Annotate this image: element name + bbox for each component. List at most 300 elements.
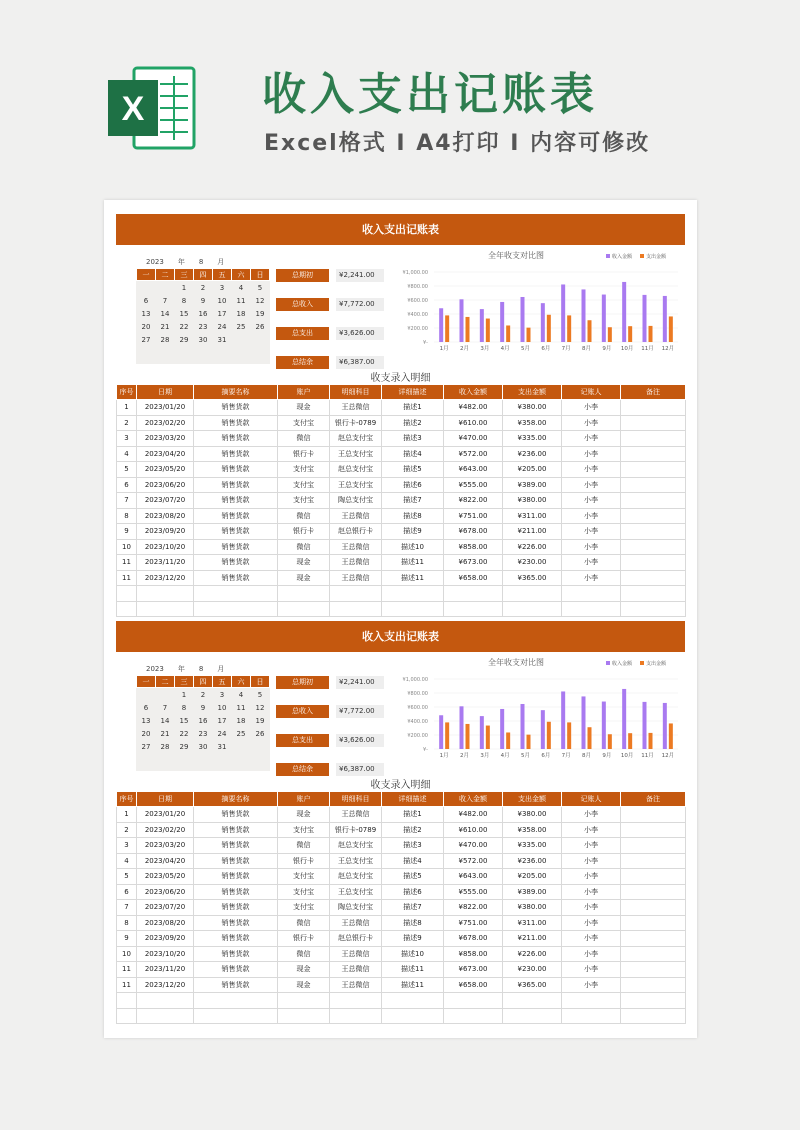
table-cell[interactable]: 小李 — [562, 822, 621, 838]
table-cell[interactable]: 描述3 — [382, 838, 444, 854]
table-cell[interactable] — [621, 853, 686, 869]
table-cell[interactable]: ¥205.00 — [503, 869, 562, 885]
table-cell[interactable] — [621, 570, 686, 586]
table-cell[interactable]: 描述9 — [382, 931, 444, 947]
calendar-day[interactable]: 11 — [236, 296, 246, 305]
calendar-day[interactable]: 13 — [141, 309, 151, 318]
table-cell[interactable]: 小李 — [562, 915, 621, 931]
table-cell[interactable]: 王总微信 — [330, 915, 382, 931]
table-cell[interactable]: 微信 — [278, 915, 330, 931]
table-cell[interactable]: 现金 — [278, 400, 330, 416]
table-cell[interactable]: 现金 — [278, 555, 330, 571]
table-cell[interactable]: 11 — [117, 977, 137, 993]
table-cell[interactable] — [194, 601, 278, 617]
table-cell[interactable]: ¥380.00 — [503, 493, 562, 509]
table-cell[interactable]: 销售货款 — [194, 915, 278, 931]
calendar-day[interactable]: 30 — [198, 742, 208, 751]
table-cell[interactable]: 2023/11/20 — [137, 555, 194, 571]
calendar-day[interactable]: 14 — [160, 309, 170, 318]
table-cell[interactable]: 描述11 — [382, 977, 444, 993]
table-cell[interactable]: 3 — [117, 838, 137, 854]
table-cell[interactable] — [117, 1008, 137, 1024]
table-cell[interactable]: ¥236.00 — [503, 853, 562, 869]
table-cell[interactable]: 描述10 — [382, 539, 444, 555]
table-cell[interactable] — [621, 915, 686, 931]
table-cell[interactable]: ¥358.00 — [503, 415, 562, 431]
calendar-day[interactable]: 12 — [255, 703, 265, 712]
table-cell[interactable]: 2023/06/20 — [137, 884, 194, 900]
table-cell[interactable]: ¥380.00 — [503, 807, 562, 823]
calendar-day[interactable]: 31 — [217, 742, 227, 751]
table-cell[interactable]: 小李 — [562, 962, 621, 978]
calendar-day[interactable] — [232, 740, 251, 753]
calendar-day[interactable]: 17 — [217, 716, 227, 725]
calendar-day[interactable]: 28 — [160, 742, 170, 751]
table-cell[interactable]: 2023/03/20 — [137, 838, 194, 854]
table-cell[interactable]: 5 — [117, 869, 137, 885]
table-cell[interactable] — [444, 1008, 503, 1024]
table-cell[interactable]: 销售货款 — [194, 477, 278, 493]
table-cell[interactable]: 小李 — [562, 900, 621, 916]
table-cell[interactable]: ¥230.00 — [503, 555, 562, 571]
calendar-day[interactable]: 28 — [160, 335, 170, 344]
table-cell[interactable]: 赵总支付宝 — [330, 838, 382, 854]
table-cell[interactable] — [621, 524, 686, 540]
table-cell[interactable]: 支付宝 — [278, 477, 330, 493]
table-cell[interactable]: 王总微信 — [330, 508, 382, 524]
calendar-day[interactable]: 12 — [255, 296, 265, 305]
table-cell[interactable]: ¥211.00 — [503, 524, 562, 540]
table-cell[interactable]: 小李 — [562, 508, 621, 524]
table-cell[interactable] — [621, 462, 686, 478]
calendar-day[interactable]: 23 — [198, 729, 208, 738]
table-cell[interactable] — [503, 1008, 562, 1024]
table-cell[interactable] — [621, 400, 686, 416]
table-cell[interactable]: 小李 — [562, 838, 621, 854]
table-cell[interactable] — [621, 884, 686, 900]
table-cell[interactable]: ¥822.00 — [444, 900, 503, 916]
table-cell[interactable]: 支付宝 — [278, 822, 330, 838]
table-cell[interactable]: 描述5 — [382, 462, 444, 478]
table-cell[interactable] — [278, 1008, 330, 1024]
table-cell[interactable]: ¥822.00 — [444, 493, 503, 509]
table-cell[interactable]: 小李 — [562, 946, 621, 962]
table-cell[interactable]: 王总支付宝 — [330, 477, 382, 493]
table-cell[interactable]: ¥211.00 — [503, 931, 562, 947]
table-cell[interactable]: ¥226.00 — [503, 946, 562, 962]
table-cell[interactable]: ¥482.00 — [444, 807, 503, 823]
table-cell[interactable]: ¥751.00 — [444, 915, 503, 931]
table-cell[interactable]: 描述2 — [382, 415, 444, 431]
table-cell[interactable]: 2023/05/20 — [137, 462, 194, 478]
table-cell[interactable]: ¥751.00 — [444, 508, 503, 524]
table-cell[interactable]: 11 — [117, 555, 137, 571]
calendar-day[interactable]: 20 — [141, 729, 151, 738]
calendar-day[interactable]: 18 — [236, 309, 246, 318]
table-cell[interactable]: 6 — [117, 884, 137, 900]
table-cell[interactable]: 2023/12/20 — [137, 977, 194, 993]
table-cell[interactable]: 描述8 — [382, 508, 444, 524]
table-cell[interactable]: ¥380.00 — [503, 400, 562, 416]
table-cell[interactable] — [117, 586, 137, 602]
table-cell[interactable]: 销售货款 — [194, 539, 278, 555]
table-cell[interactable] — [621, 601, 686, 617]
table-cell[interactable]: 小李 — [562, 977, 621, 993]
table-cell[interactable]: 王总微信 — [330, 555, 382, 571]
table-cell[interactable] — [621, 555, 686, 571]
calendar-day[interactable]: 1 — [181, 283, 187, 292]
calendar-day[interactable] — [156, 688, 175, 702]
calendar-day[interactable]: 7 — [162, 296, 168, 305]
table-cell[interactable]: 销售货款 — [194, 431, 278, 447]
table-cell[interactable] — [562, 586, 621, 602]
calendar-day[interactable]: 5 — [257, 690, 263, 699]
table-cell[interactable]: ¥311.00 — [503, 915, 562, 931]
table-cell[interactable]: 小李 — [562, 431, 621, 447]
table-cell[interactable]: 销售货款 — [194, 931, 278, 947]
table-cell[interactable]: 现金 — [278, 807, 330, 823]
table-cell[interactable]: 赵总银行卡 — [330, 931, 382, 947]
table-cell[interactable] — [278, 586, 330, 602]
table-cell[interactable]: 王总微信 — [330, 807, 382, 823]
table-cell[interactable]: 2023/01/20 — [137, 400, 194, 416]
calendar-day[interactable]: 8 — [181, 703, 187, 712]
table-cell[interactable] — [621, 1008, 686, 1024]
table-cell[interactable]: 2023/07/20 — [137, 900, 194, 916]
calendar-day[interactable]: 8 — [181, 296, 187, 305]
table-cell[interactable]: 王总支付宝 — [330, 884, 382, 900]
table-cell[interactable]: 2 — [117, 822, 137, 838]
table-cell[interactable]: 销售货款 — [194, 570, 278, 586]
table-cell[interactable]: 2023/07/20 — [137, 493, 194, 509]
table-cell[interactable]: 描述4 — [382, 853, 444, 869]
table-cell[interactable]: ¥858.00 — [444, 539, 503, 555]
table-cell[interactable]: ¥572.00 — [444, 853, 503, 869]
table-cell[interactable] — [503, 993, 562, 1009]
table-cell[interactable]: 描述7 — [382, 493, 444, 509]
table-cell[interactable]: ¥335.00 — [503, 431, 562, 447]
table-cell[interactable] — [382, 993, 444, 1009]
table-cell[interactable]: 描述11 — [382, 555, 444, 571]
table-cell[interactable] — [117, 993, 137, 1009]
table-cell[interactable] — [621, 993, 686, 1009]
table-cell[interactable]: ¥555.00 — [444, 884, 503, 900]
calendar-day[interactable]: 19 — [255, 716, 265, 725]
table-cell[interactable]: 销售货款 — [194, 962, 278, 978]
table-cell[interactable]: 支付宝 — [278, 900, 330, 916]
table-cell[interactable]: 2023/11/20 — [137, 962, 194, 978]
table-cell[interactable] — [330, 601, 382, 617]
table-cell[interactable]: 2023/08/20 — [137, 508, 194, 524]
table-cell[interactable]: 2023/03/20 — [137, 431, 194, 447]
table-cell[interactable]: 王总支付宝 — [330, 853, 382, 869]
table-cell[interactable]: 销售货款 — [194, 869, 278, 885]
calendar-day[interactable]: 18 — [236, 716, 246, 725]
table-cell[interactable]: 小李 — [562, 931, 621, 947]
table-cell[interactable] — [330, 993, 382, 1009]
table-cell[interactable] — [621, 508, 686, 524]
calendar-day[interactable]: 22 — [179, 729, 189, 738]
table-cell[interactable]: 2023/06/20 — [137, 477, 194, 493]
table-cell[interactable]: 描述10 — [382, 946, 444, 962]
table-cell[interactable]: 6 — [117, 477, 137, 493]
table-cell[interactable] — [137, 1008, 194, 1024]
calendar-day[interactable]: 15 — [179, 309, 189, 318]
table-cell[interactable]: 8 — [117, 915, 137, 931]
calendar-day[interactable]: 14 — [160, 716, 170, 725]
table-cell[interactable] — [621, 446, 686, 462]
table-cell[interactable]: ¥389.00 — [503, 884, 562, 900]
table-cell[interactable]: ¥610.00 — [444, 822, 503, 838]
table-cell[interactable]: ¥470.00 — [444, 838, 503, 854]
calendar-day[interactable] — [137, 281, 156, 295]
table-cell[interactable]: 小李 — [562, 853, 621, 869]
table-cell[interactable]: 描述1 — [382, 400, 444, 416]
table-cell[interactable]: 小李 — [562, 539, 621, 555]
table-cell[interactable]: ¥643.00 — [444, 462, 503, 478]
calendar-day[interactable]: 25 — [236, 322, 246, 331]
table-cell[interactable]: 2023/10/20 — [137, 539, 194, 555]
table-cell[interactable]: ¥673.00 — [444, 962, 503, 978]
calendar-day[interactable]: 3 — [219, 283, 225, 292]
table-cell[interactable]: 描述4 — [382, 446, 444, 462]
table-cell[interactable]: 描述6 — [382, 477, 444, 493]
table-cell[interactable] — [330, 586, 382, 602]
table-cell[interactable]: 销售货款 — [194, 977, 278, 993]
table-cell[interactable]: 销售货款 — [194, 493, 278, 509]
table-cell[interactable]: 销售货款 — [194, 400, 278, 416]
calendar-day[interactable]: 6 — [143, 296, 149, 305]
table-cell[interactable]: 小李 — [562, 400, 621, 416]
table-cell[interactable]: 11 — [117, 570, 137, 586]
calendar-day[interactable] — [251, 333, 270, 346]
calendar-day[interactable]: 26 — [255, 322, 265, 331]
table-cell[interactable]: 销售货款 — [194, 807, 278, 823]
table-cell[interactable]: ¥365.00 — [503, 570, 562, 586]
table-cell[interactable]: 银行卡 — [278, 853, 330, 869]
table-cell[interactable]: 小李 — [562, 446, 621, 462]
table-cell[interactable]: 现金 — [278, 977, 330, 993]
table-cell[interactable]: 银行卡-0789 — [330, 415, 382, 431]
table-cell[interactable]: ¥643.00 — [444, 869, 503, 885]
table-cell[interactable]: 现金 — [278, 570, 330, 586]
table-cell[interactable]: 销售货款 — [194, 822, 278, 838]
calendar-day[interactable] — [137, 688, 156, 702]
calendar-day[interactable]: 27 — [141, 742, 151, 751]
table-cell[interactable] — [503, 586, 562, 602]
table-cell[interactable]: 9 — [117, 931, 137, 947]
table-cell[interactable]: 描述9 — [382, 524, 444, 540]
table-cell[interactable]: 小李 — [562, 462, 621, 478]
table-cell[interactable]: 陶总支付宝 — [330, 493, 382, 509]
calendar-day[interactable]: 19 — [255, 309, 265, 318]
table-cell[interactable]: 小李 — [562, 884, 621, 900]
table-cell[interactable]: 销售货款 — [194, 446, 278, 462]
calendar-day[interactable]: 2 — [200, 690, 206, 699]
table-cell[interactable]: 销售货款 — [194, 415, 278, 431]
table-cell[interactable]: 2023/09/20 — [137, 524, 194, 540]
table-cell[interactable]: ¥555.00 — [444, 477, 503, 493]
table-cell[interactable]: 王总支付宝 — [330, 446, 382, 462]
table-cell[interactable] — [562, 993, 621, 1009]
calendar-day[interactable]: 7 — [162, 703, 168, 712]
table-cell[interactable] — [444, 586, 503, 602]
table-cell[interactable]: 描述2 — [382, 822, 444, 838]
table-cell[interactable]: 银行卡 — [278, 446, 330, 462]
calendar-day[interactable] — [251, 740, 270, 753]
table-cell[interactable]: 支付宝 — [278, 415, 330, 431]
table-cell[interactable]: 2023/02/20 — [137, 822, 194, 838]
table-cell[interactable]: ¥365.00 — [503, 977, 562, 993]
table-cell[interactable]: 现金 — [278, 962, 330, 978]
table-cell[interactable]: 赵总支付宝 — [330, 462, 382, 478]
table-cell[interactable]: ¥470.00 — [444, 431, 503, 447]
table-cell[interactable]: ¥236.00 — [503, 446, 562, 462]
calendar-day[interactable]: 4 — [238, 283, 244, 292]
calendar-day[interactable]: 23 — [198, 322, 208, 331]
calendar-day[interactable]: 24 — [217, 322, 227, 331]
table-cell[interactable]: 2 — [117, 415, 137, 431]
table-cell[interactable] — [503, 601, 562, 617]
table-cell[interactable]: ¥358.00 — [503, 822, 562, 838]
calendar-day[interactable]: 16 — [198, 716, 208, 725]
table-cell[interactable]: ¥858.00 — [444, 946, 503, 962]
table-cell[interactable] — [278, 993, 330, 1009]
table-cell[interactable]: ¥610.00 — [444, 415, 503, 431]
table-cell[interactable] — [621, 900, 686, 916]
table-cell[interactable] — [562, 1008, 621, 1024]
table-cell[interactable]: ¥311.00 — [503, 508, 562, 524]
table-cell[interactable]: 2023/10/20 — [137, 946, 194, 962]
table-cell[interactable]: ¥678.00 — [444, 931, 503, 947]
table-cell[interactable] — [194, 586, 278, 602]
table-cell[interactable]: 2023/04/20 — [137, 446, 194, 462]
table-cell[interactable]: 赵总支付宝 — [330, 431, 382, 447]
table-cell[interactable]: ¥335.00 — [503, 838, 562, 854]
table-cell[interactable]: 描述3 — [382, 431, 444, 447]
calendar-day[interactable]: 2 — [200, 283, 206, 292]
table-cell[interactable] — [382, 1008, 444, 1024]
table-cell[interactable] — [621, 431, 686, 447]
calendar-day[interactable]: 5 — [257, 283, 263, 292]
table-cell[interactable]: 描述6 — [382, 884, 444, 900]
table-cell[interactable]: 销售货款 — [194, 555, 278, 571]
table-cell[interactable]: 销售货款 — [194, 900, 278, 916]
table-cell[interactable]: 小李 — [562, 570, 621, 586]
table-cell[interactable]: 4 — [117, 446, 137, 462]
calendar-day[interactable] — [156, 281, 175, 295]
table-cell[interactable]: 2023/01/20 — [137, 807, 194, 823]
table-cell[interactable] — [278, 601, 330, 617]
table-cell[interactable] — [621, 931, 686, 947]
table-cell[interactable] — [444, 601, 503, 617]
calendar-day[interactable]: 17 — [217, 309, 227, 318]
table-cell[interactable]: 小李 — [562, 555, 621, 571]
table-cell[interactable]: 小李 — [562, 524, 621, 540]
table-cell[interactable]: 2023/08/20 — [137, 915, 194, 931]
table-cell[interactable]: 王总微信 — [330, 946, 382, 962]
table-cell[interactable]: ¥673.00 — [444, 555, 503, 571]
table-cell[interactable] — [117, 601, 137, 617]
calendar-day[interactable]: 10 — [217, 296, 227, 305]
calendar-day[interactable]: 29 — [179, 742, 189, 751]
table-cell[interactable]: 描述8 — [382, 915, 444, 931]
table-cell[interactable]: 10 — [117, 946, 137, 962]
calendar-day[interactable]: 9 — [200, 296, 206, 305]
calendar-day[interactable] — [232, 333, 251, 346]
table-cell[interactable]: 描述1 — [382, 807, 444, 823]
calendar-day[interactable]: 13 — [141, 716, 151, 725]
table-cell[interactable]: 微信 — [278, 946, 330, 962]
table-cell[interactable] — [330, 1008, 382, 1024]
table-cell[interactable]: 支付宝 — [278, 493, 330, 509]
table-cell[interactable]: 10 — [117, 539, 137, 555]
table-cell[interactable]: 王总微信 — [330, 570, 382, 586]
table-cell[interactable]: ¥572.00 — [444, 446, 503, 462]
calendar-day[interactable]: 1 — [181, 690, 187, 699]
table-cell[interactable] — [137, 586, 194, 602]
table-cell[interactable]: 描述11 — [382, 570, 444, 586]
calendar-day[interactable]: 4 — [238, 690, 244, 699]
calendar-day[interactable]: 26 — [255, 729, 265, 738]
calendar-day[interactable]: 10 — [217, 703, 227, 712]
table-cell[interactable]: 王总微信 — [330, 977, 382, 993]
table-cell[interactable] — [382, 601, 444, 617]
table-cell[interactable]: 银行卡 — [278, 524, 330, 540]
table-cell[interactable]: 2023/04/20 — [137, 853, 194, 869]
table-cell[interactable]: 王总微信 — [330, 539, 382, 555]
table-cell[interactable] — [621, 586, 686, 602]
table-cell[interactable]: 销售货款 — [194, 838, 278, 854]
table-cell[interactable]: 小李 — [562, 869, 621, 885]
calendar-day[interactable]: 31 — [217, 335, 227, 344]
table-cell[interactable]: 支付宝 — [278, 869, 330, 885]
table-cell[interactable] — [621, 838, 686, 854]
table-cell[interactable] — [621, 946, 686, 962]
calendar-day[interactable]: 21 — [160, 322, 170, 331]
table-cell[interactable] — [621, 539, 686, 555]
calendar-day[interactable]: 27 — [141, 335, 151, 344]
table-cell[interactable] — [562, 601, 621, 617]
table-cell[interactable] — [621, 869, 686, 885]
table-cell[interactable]: 2023/05/20 — [137, 869, 194, 885]
table-cell[interactable]: 陶总支付宝 — [330, 900, 382, 916]
table-cell[interactable]: ¥658.00 — [444, 570, 503, 586]
table-cell[interactable]: 描述11 — [382, 962, 444, 978]
table-cell[interactable]: 赵总银行卡 — [330, 524, 382, 540]
table-cell[interactable]: 销售货款 — [194, 524, 278, 540]
calendar-day[interactable]: 11 — [236, 703, 246, 712]
table-cell[interactable] — [194, 993, 278, 1009]
calendar-day[interactable]: 6 — [143, 703, 149, 712]
table-cell[interactable]: 微信 — [278, 838, 330, 854]
table-cell[interactable]: 销售货款 — [194, 508, 278, 524]
calendar-day[interactable]: 22 — [179, 322, 189, 331]
table-cell[interactable] — [621, 415, 686, 431]
calendar-day[interactable]: 15 — [179, 716, 189, 725]
table-cell[interactable]: 9 — [117, 524, 137, 540]
table-cell[interactable] — [621, 977, 686, 993]
table-cell[interactable]: 销售货款 — [194, 946, 278, 962]
table-cell[interactable]: 销售货款 — [194, 884, 278, 900]
calendar-day[interactable]: 29 — [179, 335, 189, 344]
table-cell[interactable]: 支付宝 — [278, 462, 330, 478]
table-cell[interactable]: 描述7 — [382, 900, 444, 916]
table-cell[interactable] — [194, 1008, 278, 1024]
table-cell[interactable]: 4 — [117, 853, 137, 869]
table-cell[interactable]: ¥389.00 — [503, 477, 562, 493]
table-cell[interactable]: ¥380.00 — [503, 900, 562, 916]
